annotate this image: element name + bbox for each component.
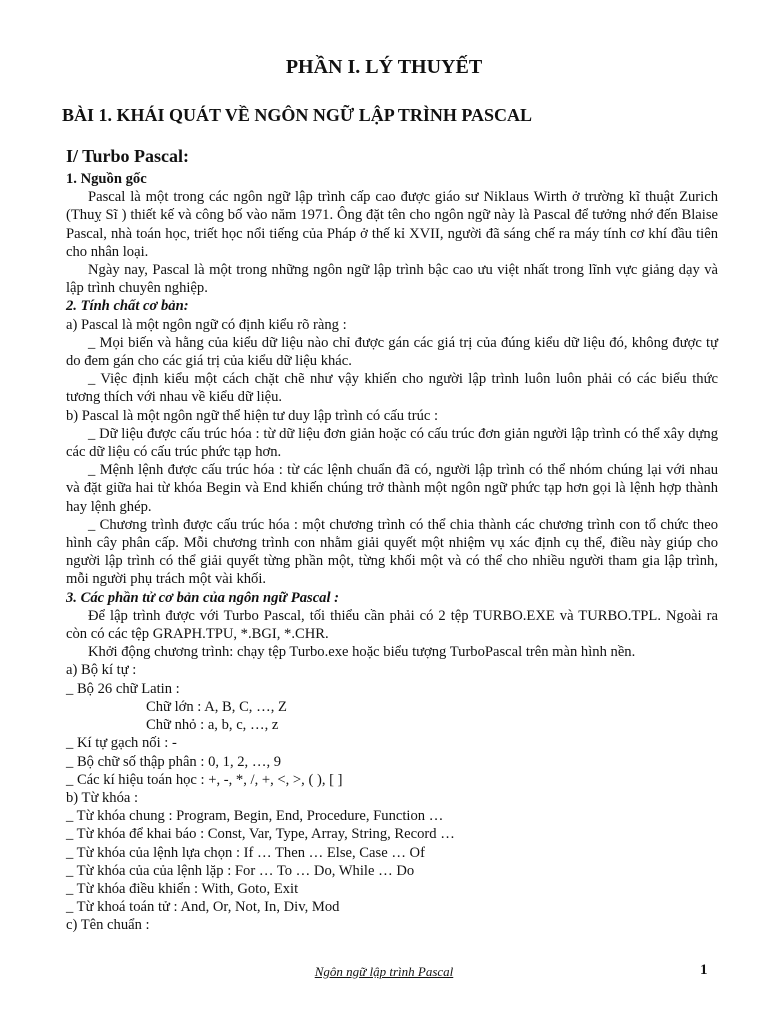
list-item: _ Từ khoá toán tử : And, Or, Not, In, Div, Mod (66, 899, 340, 916)
heading-properties: 2. Tính chất cơ bản: (66, 298, 189, 315)
paragraph: Pascal là một trong các ngôn ngữ lập trình cấp cao được giáo sư Niklaus Wirth ở trường kĩ thuật Zurich (Thuỵ Sĩ ) thiết kế và công bố vào năm 1971. Ông đặt tên cho ngôn ngữ này là Pascal để tưởng nhớ đến Blaise Pascal, nhà toán học, triết học nổi tiếng của Pháp ở thế kỉ XVII, người đã sáng chế ra máy tính cơ khí đầu tiên cho nhân loại. (66, 189, 718, 260)
list-item: _ Chương trình được cấu trúc hóa : một chương trình có thể chia thành các chương trình con tổ chức theo hình cây phân cấp. Mỗi chương trình con nhằm giải quyết một nhiệm vụ xác định cụ thể, điều này giúp cho người lập trình có thể giải quyết từng phần một, từng khối một và có thể cho nhiều người tham gia lập trình, mỗi người phụ trách một vài khối. (66, 516, 718, 588)
list-item: c) Tên chuẩn : (66, 917, 150, 934)
list-item: _ Bộ chữ số thập phân : 0, 1, 2, …, 9 (66, 753, 282, 770)
document-body (66, 170, 718, 935)
list-item: _ Từ khóa của của lệnh lặp : For … To … Do, While … Do (66, 862, 415, 879)
list-item: _ Từ khóa chung : Program, Begin, End, Procedure, Function … (66, 808, 444, 825)
list-item: _ Bộ 26 chữ Latin : (66, 680, 180, 697)
list-item: Chữ lớn : A, B, C, …, Z (146, 698, 287, 715)
section-title: I/ Turbo Pascal: (66, 146, 190, 166)
paragraph: Để lập trình được với Turbo Pascal, tối thiểu cần phải có 2 tệp TURBO.EXE và TURBO.TPL. Ngoài ra còn có các tệp GRAPH.TPU, *.BGI, *.CHR. (66, 607, 718, 643)
heading-elements: 3. Các phần tử cơ bản của ngôn ngữ Pascal : (66, 589, 340, 606)
list-item: _ Từ khóa điều khiển : With, Goto, Exit (66, 880, 299, 897)
paragraph: Ngày nay, Pascal là một trong những ngôn ngữ lập trình bậc cao ưu việt nhất trong lĩnh vực giảng dạy và lập trình chuyên nghiệp. (66, 262, 718, 297)
paragraph: Khởi động chương trình: chạy tệp Turbo.exe hoặc biểu tượng TurboPascal trên màn hình nền. (88, 644, 636, 661)
list-item: a) Bộ kí tự : (66, 662, 137, 679)
lesson-title: BÀI 1. KHÁI QUÁT VỀ NGÔN NGỮ LẬP TRÌNH PASCAL (62, 105, 533, 125)
list-item: _ Từ khóa để khai báo : Const, Var, Type, Array, String, Record … (66, 826, 455, 843)
list-item: b) Từ khóa : (66, 789, 139, 806)
list-item: _ Mọi biến và hằng của kiểu dữ liệu nào chỉ được gán các giá trị của đúng kiểu dữ liệu đó, không được tự do đem gán cho các giá trị của kiểu dữ liệu khác. (66, 334, 718, 370)
list-item: b) Pascal là một ngôn ngữ thể hiện tư duy lập trình có cấu trúc : (66, 407, 439, 424)
list-item: a) Pascal là một ngôn ngữ có định kiểu rõ ràng : (66, 316, 347, 333)
heading-origin: 1. Nguồn gốc (66, 171, 147, 187)
part-title: PHẦN I. LÝ THUYẾT (285, 56, 483, 78)
list-item: _ Dữ liệu được cấu trúc hóa : từ dữ liệu đơn giản hoặc có cấu trúc đơn giản người lập trình có thể xây dựng các dữ liệu có cấu trúc phức tạp hơn. (66, 425, 718, 461)
list-item: Chữ nhỏ : a, b, c, …, z (146, 717, 279, 734)
list-item: _ Việc định kiểu một cách chặt chẽ như vậy khiến cho người lập trình luôn luôn phải có các biểu thức tương thích với nhau về kiểu dữ liệu. (66, 371, 718, 406)
list-item: _ Các kí hiệu toán học : +, -, *, /, +, <, >, ( ), [ ] (66, 771, 343, 788)
list-item: _ Mệnh lệnh được cấu trúc hóa : từ các lệnh chuẩn đã có, người lập trình có thể nhóm chúng lại với nhau và đặt giữa hai từ khóa Begin và End khiến chúng trở thành một ngôn ngữ phức tạp hơn gọi là lệnh hợp thành hay lệnh ghép. (66, 462, 718, 515)
footer-title: Ngôn ngữ lập trình Pascal (314, 964, 454, 979)
list-item: _ Từ khóa của lệnh lựa chọn : If … Then … Else, Case … Of (66, 844, 425, 861)
list-item: _ Kí tự gạch nối : - (66, 735, 177, 752)
page-number: 1 (700, 962, 708, 978)
